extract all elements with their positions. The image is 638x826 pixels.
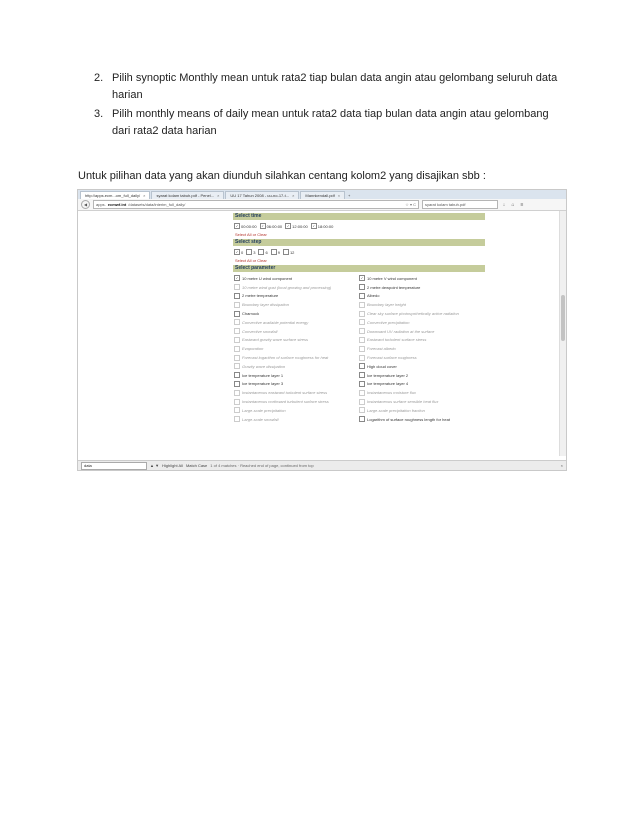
checkbox-box <box>359 337 365 343</box>
time-options <box>233 220 485 232</box>
checkbox-option[interactable] <box>359 283 484 292</box>
vertical-scrollbar[interactable] <box>559 211 566 456</box>
checkbox-box[interactable]: ✓ <box>235 223 239 228</box>
checkbox-box[interactable] <box>234 381 240 387</box>
tab-label: UU 17 Tahun 2008 - uu-no-17-t... <box>230 193 290 198</box>
checkbox-option <box>359 336 484 345</box>
checkbox-box <box>359 407 365 413</box>
parameter-grid <box>233 272 485 426</box>
checkbox-box <box>234 416 240 422</box>
scrollbar-thumb[interactable] <box>561 295 565 341</box>
checkbox-box[interactable] <box>258 249 264 255</box>
list-item <box>94 70 564 104</box>
checkbox-option[interactable] <box>359 292 484 301</box>
checkbox-box[interactable] <box>359 363 365 369</box>
close-icon[interactable]: × <box>337 193 341 198</box>
checkbox-box[interactable] <box>234 372 240 378</box>
checkbox-option <box>359 388 484 397</box>
checkbox-option <box>234 327 359 336</box>
checkbox-option <box>234 397 359 406</box>
url-bar[interactable] <box>93 200 419 209</box>
checkbox-option <box>234 318 359 327</box>
time-select-all-link[interactable]: Select All or Clear <box>235 232 267 237</box>
navigation-bar <box>78 199 566 211</box>
checkbox-box <box>359 319 365 325</box>
checkbox-label: Logarithm of surface roughness length for heat <box>367 416 450 422</box>
checkbox-box[interactable] <box>359 372 365 378</box>
checkbox-label: 2 metre temperature <box>242 293 279 299</box>
browser-screenshot <box>77 189 567 471</box>
checkbox-label: 10 metre V wind component <box>367 275 417 281</box>
checkbox-label: Convective snowfall <box>242 328 278 334</box>
checkbox-label: 00:00:00 <box>241 223 257 229</box>
find-prev-next-buttons[interactable]: ▲ ▼ <box>150 463 160 468</box>
url-path: /datasets/data/interim_full_daily/ <box>128 202 186 207</box>
checkbox-label: Instantaneous moisture flux <box>367 390 416 396</box>
checkbox-option[interactable] <box>359 415 484 424</box>
checkbox-box <box>234 328 240 334</box>
checkbox-option[interactable] <box>260 223 283 229</box>
checkbox-label: 10 metre U wind component <box>242 275 293 281</box>
highlight-all-button[interactable]: Highlight All <box>162 463 183 468</box>
checkbox-option <box>234 283 359 292</box>
checkbox-label: 12:00:00 <box>292 223 308 229</box>
checkbox-label: 12 <box>289 249 295 255</box>
checkbox-box[interactable] <box>359 284 365 290</box>
close-icon[interactable]: × <box>217 193 220 198</box>
checkbox-option <box>234 300 359 309</box>
checkbox-option[interactable] <box>234 371 359 380</box>
checkbox-option[interactable] <box>234 309 359 318</box>
url-prefix: apps. <box>96 202 106 207</box>
checkbox-box[interactable] <box>246 249 252 255</box>
checkbox-option[interactable] <box>359 362 484 371</box>
list-item <box>94 106 564 140</box>
checkbox-label: Instantaneous northward turbulent surface stress <box>242 399 329 405</box>
checkbox-label: Charnock <box>242 311 260 317</box>
checkbox-option <box>234 344 359 353</box>
checkbox-option[interactable] <box>285 223 308 229</box>
back-icon: ◀ <box>83 202 88 207</box>
close-icon[interactable]: × <box>292 193 295 198</box>
find-close-button[interactable]: × <box>560 463 563 468</box>
search-box[interactable] <box>422 200 498 209</box>
checkbox-label: Eastward turbulent surface stress <box>367 337 427 343</box>
checkbox-label: Instantaneous surface sensible heat flux <box>367 399 439 405</box>
checkbox-label: Instantaneous eastward turbulent surface stress <box>242 390 328 396</box>
checkbox-box <box>234 337 240 343</box>
checkbox-label: Forecast surface roughness <box>367 355 417 361</box>
checkbox-option[interactable] <box>246 249 255 255</box>
checkbox-option <box>359 353 484 362</box>
checkbox-box <box>359 399 365 405</box>
download-icon[interactable]: ↓ <box>502 201 506 208</box>
select-time-title: Select time <box>233 213 485 220</box>
checkbox-box <box>359 302 365 308</box>
page-content <box>78 211 558 456</box>
close-icon[interactable]: × <box>143 193 146 198</box>
checkbox-option[interactable] <box>359 371 484 380</box>
checkbox-option[interactable] <box>359 380 484 389</box>
menu-icon[interactable]: ≡ <box>520 201 524 208</box>
checkbox-option <box>359 300 484 309</box>
checkbox-label: 2 metre dewpoint temperature <box>367 284 421 290</box>
checkbox-label: Convective available potential energy <box>242 319 309 325</box>
checkbox-label: Forecast albedo <box>367 346 396 352</box>
checkbox-option <box>234 353 359 362</box>
checkbox-label: Ice temperature layer 2 <box>367 372 409 378</box>
checkbox-label: 9 <box>277 249 280 255</box>
checkbox-label: Ice temperature layer 3 <box>242 381 284 387</box>
checkbox-option <box>359 309 484 318</box>
checkbox-option[interactable] <box>271 249 280 255</box>
checkbox-label: Large-scale precipitation <box>242 407 286 413</box>
checkbox-box <box>234 363 240 369</box>
checkbox-option[interactable] <box>311 223 334 229</box>
checkbox-box <box>234 399 240 405</box>
checkbox-label: Large-scale snowfall <box>242 416 279 422</box>
list-text: Pilih monthly means of daily mean untuk rata2 data tiap bulan data angin atau gelombang dari rata2 data harian <box>112 108 549 137</box>
checkbox-label: Ice temperature layer 1 <box>242 372 284 378</box>
checkbox-box[interactable] <box>359 293 365 299</box>
checkbox-box <box>234 390 240 396</box>
checkbox-box <box>359 390 365 396</box>
checkbox-box <box>359 328 365 334</box>
checkbox-box <box>234 355 240 361</box>
checkbox-option[interactable] <box>234 249 243 255</box>
checkbox-label: 18:00:00 <box>317 223 334 229</box>
checkbox-box <box>359 311 365 317</box>
search-value: syarat kolam tabuh.pdf <box>425 202 466 207</box>
browser-tab[interactable] <box>300 191 345 199</box>
checkbox-label: Evaporation <box>242 346 264 352</box>
checkbox-label: 06:00:00 <box>266 223 283 229</box>
checkbox-box[interactable]: ✓ <box>261 223 264 228</box>
select-parameter-title: Select parameter <box>233 265 485 272</box>
find-status: 1 of 4 matches · Reached end of page, continued from top <box>210 463 314 468</box>
checkbox-option[interactable] <box>283 249 294 255</box>
checkbox-box[interactable]: ✓ <box>312 223 315 228</box>
find-input[interactable]: data <box>81 462 147 470</box>
checkbox-label: Albedo <box>367 293 380 299</box>
url-controls[interactable]: ☆ ▾ C <box>405 202 416 207</box>
browser-tab[interactable] <box>225 191 299 199</box>
checkbox-option <box>359 406 484 415</box>
checkbox-option[interactable] <box>234 223 257 229</box>
checkbox-box <box>234 407 240 413</box>
checkbox-box[interactable] <box>234 293 240 299</box>
checkbox-option[interactable] <box>359 274 484 283</box>
checkbox-box <box>359 346 365 352</box>
new-tab-button[interactable]: + <box>347 193 351 198</box>
checkbox-label: Clear sky surface photosynthetically active radiation <box>367 311 459 317</box>
checkbox-label: Boundary layer dissipation <box>242 302 289 308</box>
step-select-all-link[interactable]: Select All or Clear <box>235 258 267 263</box>
checkbox-option <box>359 397 484 406</box>
checkbox-option <box>234 406 359 415</box>
checkbox-box[interactable] <box>359 381 365 387</box>
checkbox-label: 6 <box>265 249 268 255</box>
checkbox-box[interactable]: ✓ <box>235 249 239 254</box>
instruction-list <box>94 70 564 142</box>
checkbox-option <box>234 362 359 371</box>
checkbox-option <box>359 318 484 327</box>
checkbox-box[interactable]: ✓ <box>286 223 290 228</box>
url-host: ecmwf.int <box>107 202 127 207</box>
checkbox-box[interactable] <box>271 249 277 255</box>
checkbox-box <box>234 284 240 290</box>
tab-bar <box>78 190 566 199</box>
checkbox-label: Downward UV radiation at the surface <box>367 328 435 334</box>
browser-tab[interactable] <box>151 191 224 199</box>
checkbox-box <box>234 346 240 352</box>
intro-paragraph: Untuk pilihan data yang akan diunduh silahkan centang kolom2 yang disajikan sbb : <box>78 170 486 182</box>
checkbox-option <box>234 336 359 345</box>
tab-label: syarat kolam tabuh.pdf - Penel... <box>156 193 215 198</box>
checkbox-box[interactable]: ✓ <box>360 275 364 280</box>
checkbox-label: Eastward gravity wave surface stress <box>242 337 309 343</box>
back-button[interactable] <box>81 200 90 209</box>
checkbox-box[interactable]: ✓ <box>235 275 239 280</box>
list-number: 2. <box>94 72 104 84</box>
checkbox-option <box>234 415 359 424</box>
tab-label: http://apps.ecm...om_full_daily/ <box>85 193 141 198</box>
dataset-form <box>233 211 485 426</box>
checkbox-option[interactable] <box>258 249 267 255</box>
checkbox-label: Large-scale precipitation fraction <box>367 407 425 413</box>
select-step-title: Select step <box>233 239 485 246</box>
browser-tab[interactable] <box>80 191 150 199</box>
checkbox-label: Ice temperature layer 4 <box>367 381 409 387</box>
step-options <box>233 246 485 258</box>
checkbox-option <box>359 327 484 336</box>
checkbox-option <box>359 344 484 353</box>
checkbox-box <box>359 355 365 361</box>
checkbox-label: 10 metre wind gust (local growing and processing) <box>242 284 332 290</box>
checkbox-box <box>234 319 240 325</box>
checkbox-box[interactable] <box>359 416 365 422</box>
checkbox-option[interactable] <box>234 274 359 283</box>
checkbox-label: High cloud cover <box>367 363 397 369</box>
checkbox-label: Convective precipitation <box>367 319 410 325</box>
checkbox-label: 0 <box>241 249 244 255</box>
checkbox-label: 3 <box>253 249 256 255</box>
checkbox-box <box>234 302 240 308</box>
checkbox-option[interactable] <box>234 380 359 389</box>
checkbox-option <box>234 388 359 397</box>
home-icon[interactable]: ⌂ <box>511 201 515 208</box>
tab-label: Mannkendall.pdf <box>305 193 335 198</box>
checkbox-label: Boundary layer height <box>367 302 406 308</box>
list-number: 3. <box>94 108 104 120</box>
checkbox-box[interactable] <box>283 249 289 255</box>
checkbox-label: Forecast logarithm of surface roughness for heat <box>242 355 329 361</box>
checkbox-label: Gravity wave dissipation <box>242 363 286 369</box>
list-text: Pilih synoptic Monthly mean untuk rata2 tiap bulan data angin atau gelombang seluruh data harian <box>112 72 558 101</box>
checkbox-box[interactable] <box>234 311 240 317</box>
match-case-checkbox[interactable]: Match Case <box>185 463 208 468</box>
checkbox-option[interactable] <box>234 292 359 301</box>
find-bar <box>78 460 566 470</box>
